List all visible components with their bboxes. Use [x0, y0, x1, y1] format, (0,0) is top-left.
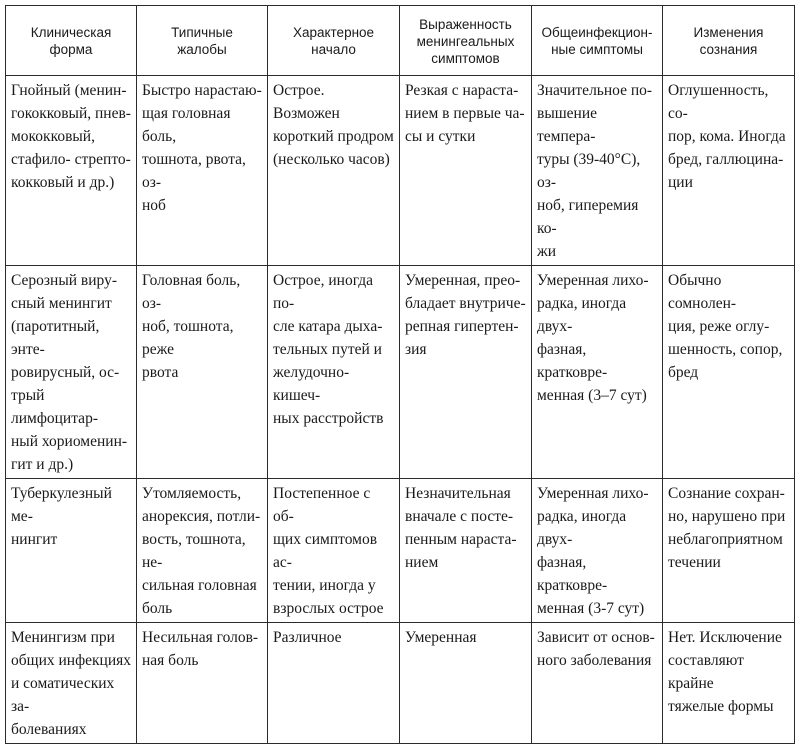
table-row: [6, 479, 795, 623]
table-cell: Различное: [268, 623, 400, 744]
table-cell: Оглушенность, со- пор, кома. Иногда бред, галлюцина- ции: [663, 76, 795, 266]
table-cell: Серозный виру- сный менингит (паротитный, энте- ровирусный, ос- трый лимфоцитар- ный хориоменин- гит и др.): [6, 266, 137, 479]
table-row: [6, 76, 795, 266]
table-cell: Постепенное с об- щих симптомов ас- тении, иногда у взрослых острое: [268, 479, 400, 623]
table-cell: Сознание сохран- но, нарушено при неблагоприятном течении: [663, 479, 795, 623]
header-meningeal-symptoms: Выраженность менингеальных симптомов: [400, 6, 532, 76]
table-cell: Умеренная лихо- радка, иногда двух- фазная, кратковре- менная (3–7 сут): [532, 266, 663, 479]
table-cell: Умеренная: [400, 623, 532, 744]
table-cell: Менингизм при общих инфекциях и соматических за- болеваниях: [6, 623, 137, 744]
table-cell: Зависит от основ- ного заболевания: [532, 623, 663, 744]
table-cell: Умеренная лихо- радка, иногда двух- фазная, кратковре- менная (3-7 сут): [532, 479, 663, 623]
table-header-row: [6, 6, 795, 76]
table-cell: Острое, иногда по- сле катара дыха- тельных путей и желудочно-кишеч- ных расстройств: [268, 266, 400, 479]
table-row: [6, 623, 795, 744]
table-cell: Гнойный (менин- гококковый, пнев- мококковый, стафило- стрепто- кокковый и др.): [6, 76, 137, 266]
header-typical-complaints: Типичные жалобы: [137, 6, 268, 76]
meningitis-comparison-table: [5, 5, 795, 744]
table-cell: Быстро нарастаю- щая головная боль, тошнота, рвота, оз- ноб: [137, 76, 268, 266]
table-cell: Незначительная вначале с посте- пенным нараста- нием: [400, 479, 532, 623]
table-cell: Резкая с нараста- нием в первые ча- сы и сутки: [400, 76, 532, 266]
table-cell: Острое. Возможен короткий продром (несколько часов): [268, 76, 400, 266]
table-cell: Туберкулезный ме- нингит: [6, 479, 137, 623]
header-consciousness-changes: Изменения сознания: [663, 6, 795, 76]
header-general-infection-symptoms: Общеинфекцион- ные симптомы: [532, 6, 663, 76]
table-cell: Нет. Исключение составляют крайне тяжелые формы: [663, 623, 795, 744]
table-cell: Значительное по- вышение темпера- туры (39-40°С), оз- ноб, гиперемия ко- жи: [532, 76, 663, 266]
header-clinical-form: Клиническая форма: [6, 6, 137, 76]
header-onset: Характерное начало: [268, 6, 400, 76]
table-cell: Утомляемость, анорексия, потли- вость, тошнота, не- сильная головная боль: [137, 479, 268, 623]
table-cell: Головная боль, оз- ноб, тошнота, реже рвота: [137, 266, 268, 479]
table-cell: Обычно сомнолен- ция, реже оглу- шенность, сопор, бред: [663, 266, 795, 479]
table-cell: Несильная голов- ная боль: [137, 623, 268, 744]
table-cell: Умеренная, прео- бладает внутриче- репная гипертен- зия: [400, 266, 532, 479]
table-row: [6, 266, 795, 479]
